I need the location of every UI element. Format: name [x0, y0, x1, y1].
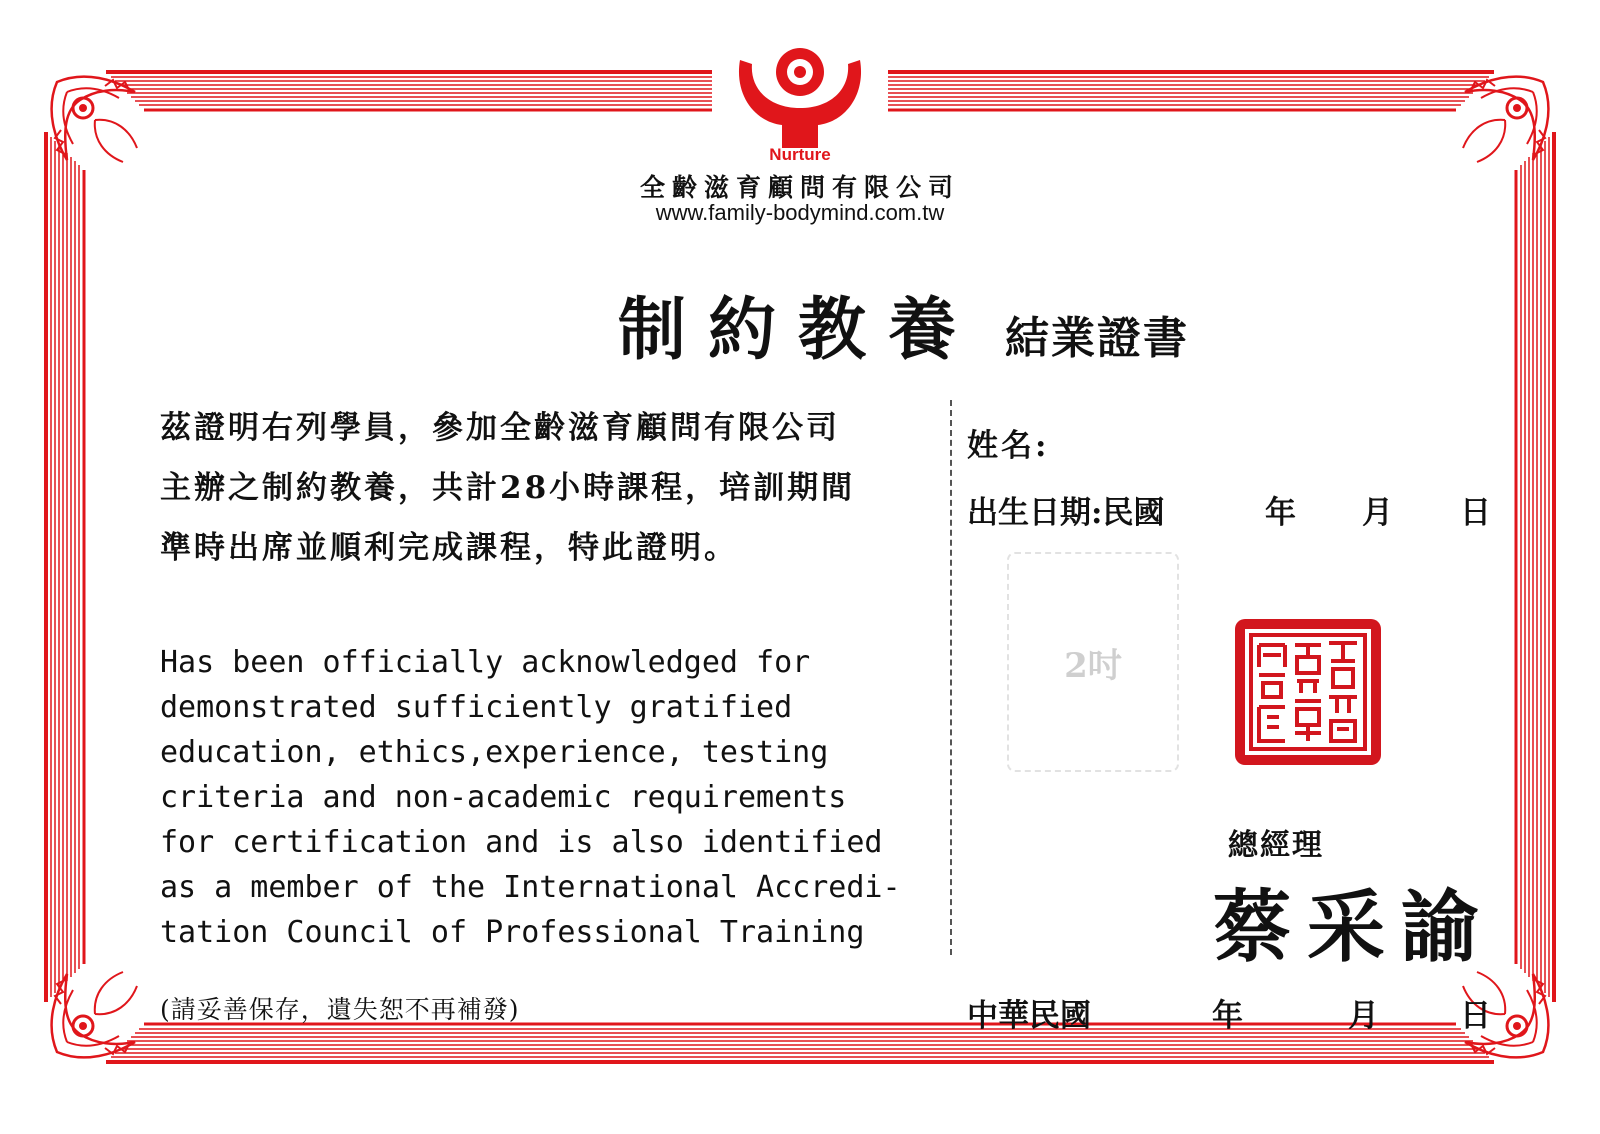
birth-date-label: 出生日期:民國: [967, 495, 1165, 531]
photo-size-label: 2吋: [1064, 645, 1122, 686]
english-statement-line: tation Council of Professional Training: [160, 915, 865, 950]
signatory-name: 蔡采諭: [1213, 882, 1496, 973]
company-seal: [1233, 617, 1383, 767]
issue-year-label: 年: [1212, 998, 1243, 1034]
issue-month-label: 月: [1348, 998, 1379, 1034]
nurture-logo: [739, 48, 861, 164]
photo-placeholder[interactable]: [1007, 552, 1179, 772]
english-statement-line: demonstrated sufficiently gratified: [160, 690, 793, 725]
english-statement-line: for certification and is also identified: [160, 825, 883, 860]
corner-ornament-bottom-left: [52, 972, 137, 1057]
safekeeping-note: (請妥善保存，遺失恕不再補發): [160, 995, 520, 1024]
certificate-subtitle: 結業證書: [1005, 313, 1189, 364]
chinese-statement-line: 準時出席並順利完成課程，特此證明。: [160, 530, 738, 566]
english-statement: [160, 640, 940, 955]
english-statement-line: criteria and non-academic requirements: [160, 780, 847, 815]
name-label: 姓名:: [967, 428, 1050, 464]
section-divider: [950, 400, 952, 955]
chinese-statement-line: 主辦之制約教養，共計28小時課程，培訓期間: [160, 470, 856, 506]
chinese-statement: [160, 398, 930, 578]
corner-ornament-top-left: [52, 77, 137, 162]
seal-lettering: 全齡滋育顧問有限公司: [1308, 767, 1318, 768]
birth-year-label: 年: [1265, 495, 1296, 531]
issue-day-label: 日: [1460, 998, 1491, 1034]
logo-text: Nurture: [769, 145, 831, 164]
certificate-title: 制約教養: [618, 290, 979, 370]
issue-era-label: 中華民國: [967, 998, 1091, 1034]
birth-month-label: 月: [1362, 495, 1393, 531]
english-statement-line: as a member of the International Accredi-: [160, 870, 901, 905]
signatory-title: 總經理: [1228, 828, 1324, 863]
company-website[interactable]: www.family-bodymind.com.tw: [655, 200, 945, 225]
english-statement-line: Has been officially acknowledged for: [160, 645, 811, 680]
birth-day-label: 日: [1460, 495, 1491, 531]
company-name: 全齡滋育顧問有限公司: [639, 173, 960, 202]
corner-ornament-top-right: [1463, 77, 1548, 162]
chinese-statement-line: 茲證明右列學員，參加全齡滋育顧問有限公司: [160, 410, 840, 446]
english-statement-line: education, ethics,experience, testing: [160, 735, 829, 770]
